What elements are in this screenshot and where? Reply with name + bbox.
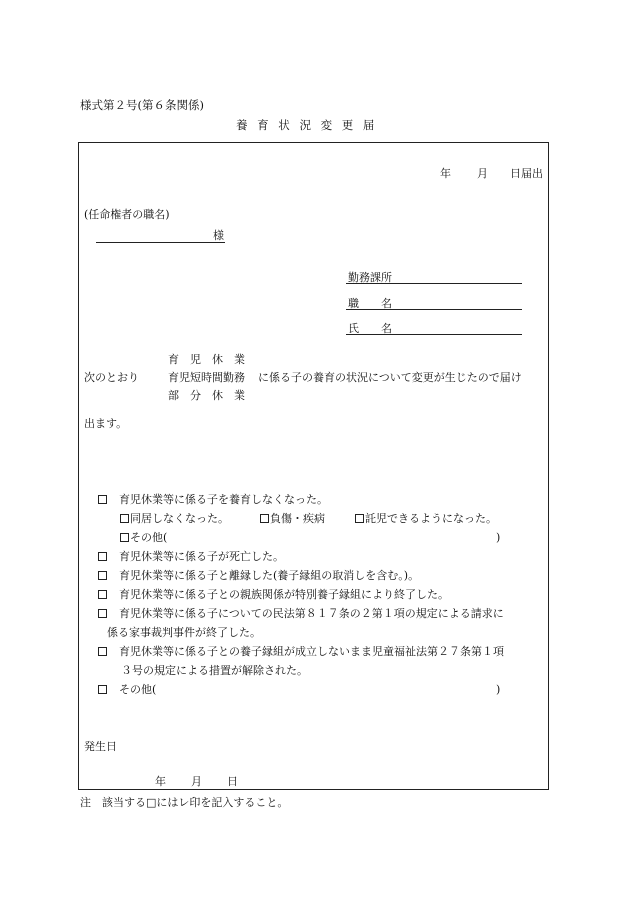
submit-day: 日届出	[510, 167, 543, 180]
authority-label: (任命権者の職名)	[84, 208, 170, 221]
reason-1-sub-c: 託児できるようになった。	[355, 513, 497, 524]
leave-type-3: 部 分 休 業	[168, 389, 245, 402]
reason-1-sub-b: 負傷・疾病	[260, 513, 325, 524]
checkbox-r1-d[interactable]	[120, 533, 129, 542]
reason-7: その他(	[98, 684, 156, 695]
checkbox-r5[interactable]	[98, 609, 107, 618]
checkbox-r6[interactable]	[98, 647, 107, 656]
checkbox-r1[interactable]	[98, 495, 107, 504]
checkbox-r4[interactable]	[98, 590, 107, 599]
reason-1-sub-d: その他(	[120, 532, 167, 543]
reason-5: 育児休業等に係る子についての民法第８１７条の２第１項の規定による請求に	[98, 608, 504, 619]
reason-1-sub-a: 同居しなくなった。	[120, 513, 229, 524]
occurrence-year: 年	[155, 775, 166, 788]
name-label: 氏 名	[348, 322, 392, 335]
body-trail-2: 出ます。	[84, 417, 128, 430]
sama-label: 様	[213, 229, 224, 242]
leave-type-1: 育 児 休 業	[168, 353, 245, 366]
occurrence-month: 月	[191, 775, 202, 788]
checkbox-r7[interactable]	[98, 685, 107, 694]
footer-note: 注 該当する□にはレ印を記入すること。	[80, 796, 289, 809]
occurrence-label: 発生日	[84, 740, 117, 753]
form-number: 様式第２号(第６条関係)	[80, 98, 204, 112]
checkbox-r2[interactable]	[98, 552, 107, 561]
reason-5-cont: 係る家事裁判事件が終了した。	[107, 626, 261, 639]
dept-underline	[346, 283, 522, 284]
body-trail: に係る子の養育の状況について変更が生じたので届け	[258, 371, 522, 384]
leave-type-2: 育児短時間勤務	[168, 371, 245, 384]
name-underline	[346, 334, 522, 335]
reason-4: 育児休業等に係る子との親族関係が特別養子縁組により終了した。	[98, 589, 449, 600]
body-lead: 次のとおり	[84, 371, 139, 384]
dept-label: 勤務課所	[348, 271, 392, 284]
position-underline	[346, 309, 522, 310]
occurrence-day: 日	[227, 775, 238, 788]
submit-month: 月	[477, 167, 488, 180]
reason-6: 育児休業等に係る子との養子縁組が成立しないまま児童福祉法第２７条第１項	[98, 646, 504, 657]
checkbox-r3[interactable]	[98, 571, 107, 580]
reason-3: 育児休業等に係る子と離縁した(養子縁組の取消しを含む。)。	[98, 570, 419, 581]
position-label: 職 名	[348, 297, 392, 310]
authority-underline	[96, 242, 225, 243]
reason-2: 育児休業等に係る子が死亡した。	[98, 551, 284, 562]
checkbox-r1-b[interactable]	[260, 514, 269, 523]
submit-year: 年	[440, 167, 451, 180]
checkbox-r1-c[interactable]	[355, 514, 364, 523]
form-title: 養 育 状 況 変 更 届	[236, 118, 378, 132]
reason-7-close: )	[496, 683, 501, 696]
reason-6-cont: ３号の規定による措置が解除された。	[121, 664, 308, 677]
checkbox-r1-a[interactable]	[120, 514, 129, 523]
reason-1: 育児休業等に係る子を養育しなくなった。	[98, 494, 328, 505]
reason-1-sub-d-close: )	[496, 531, 501, 544]
